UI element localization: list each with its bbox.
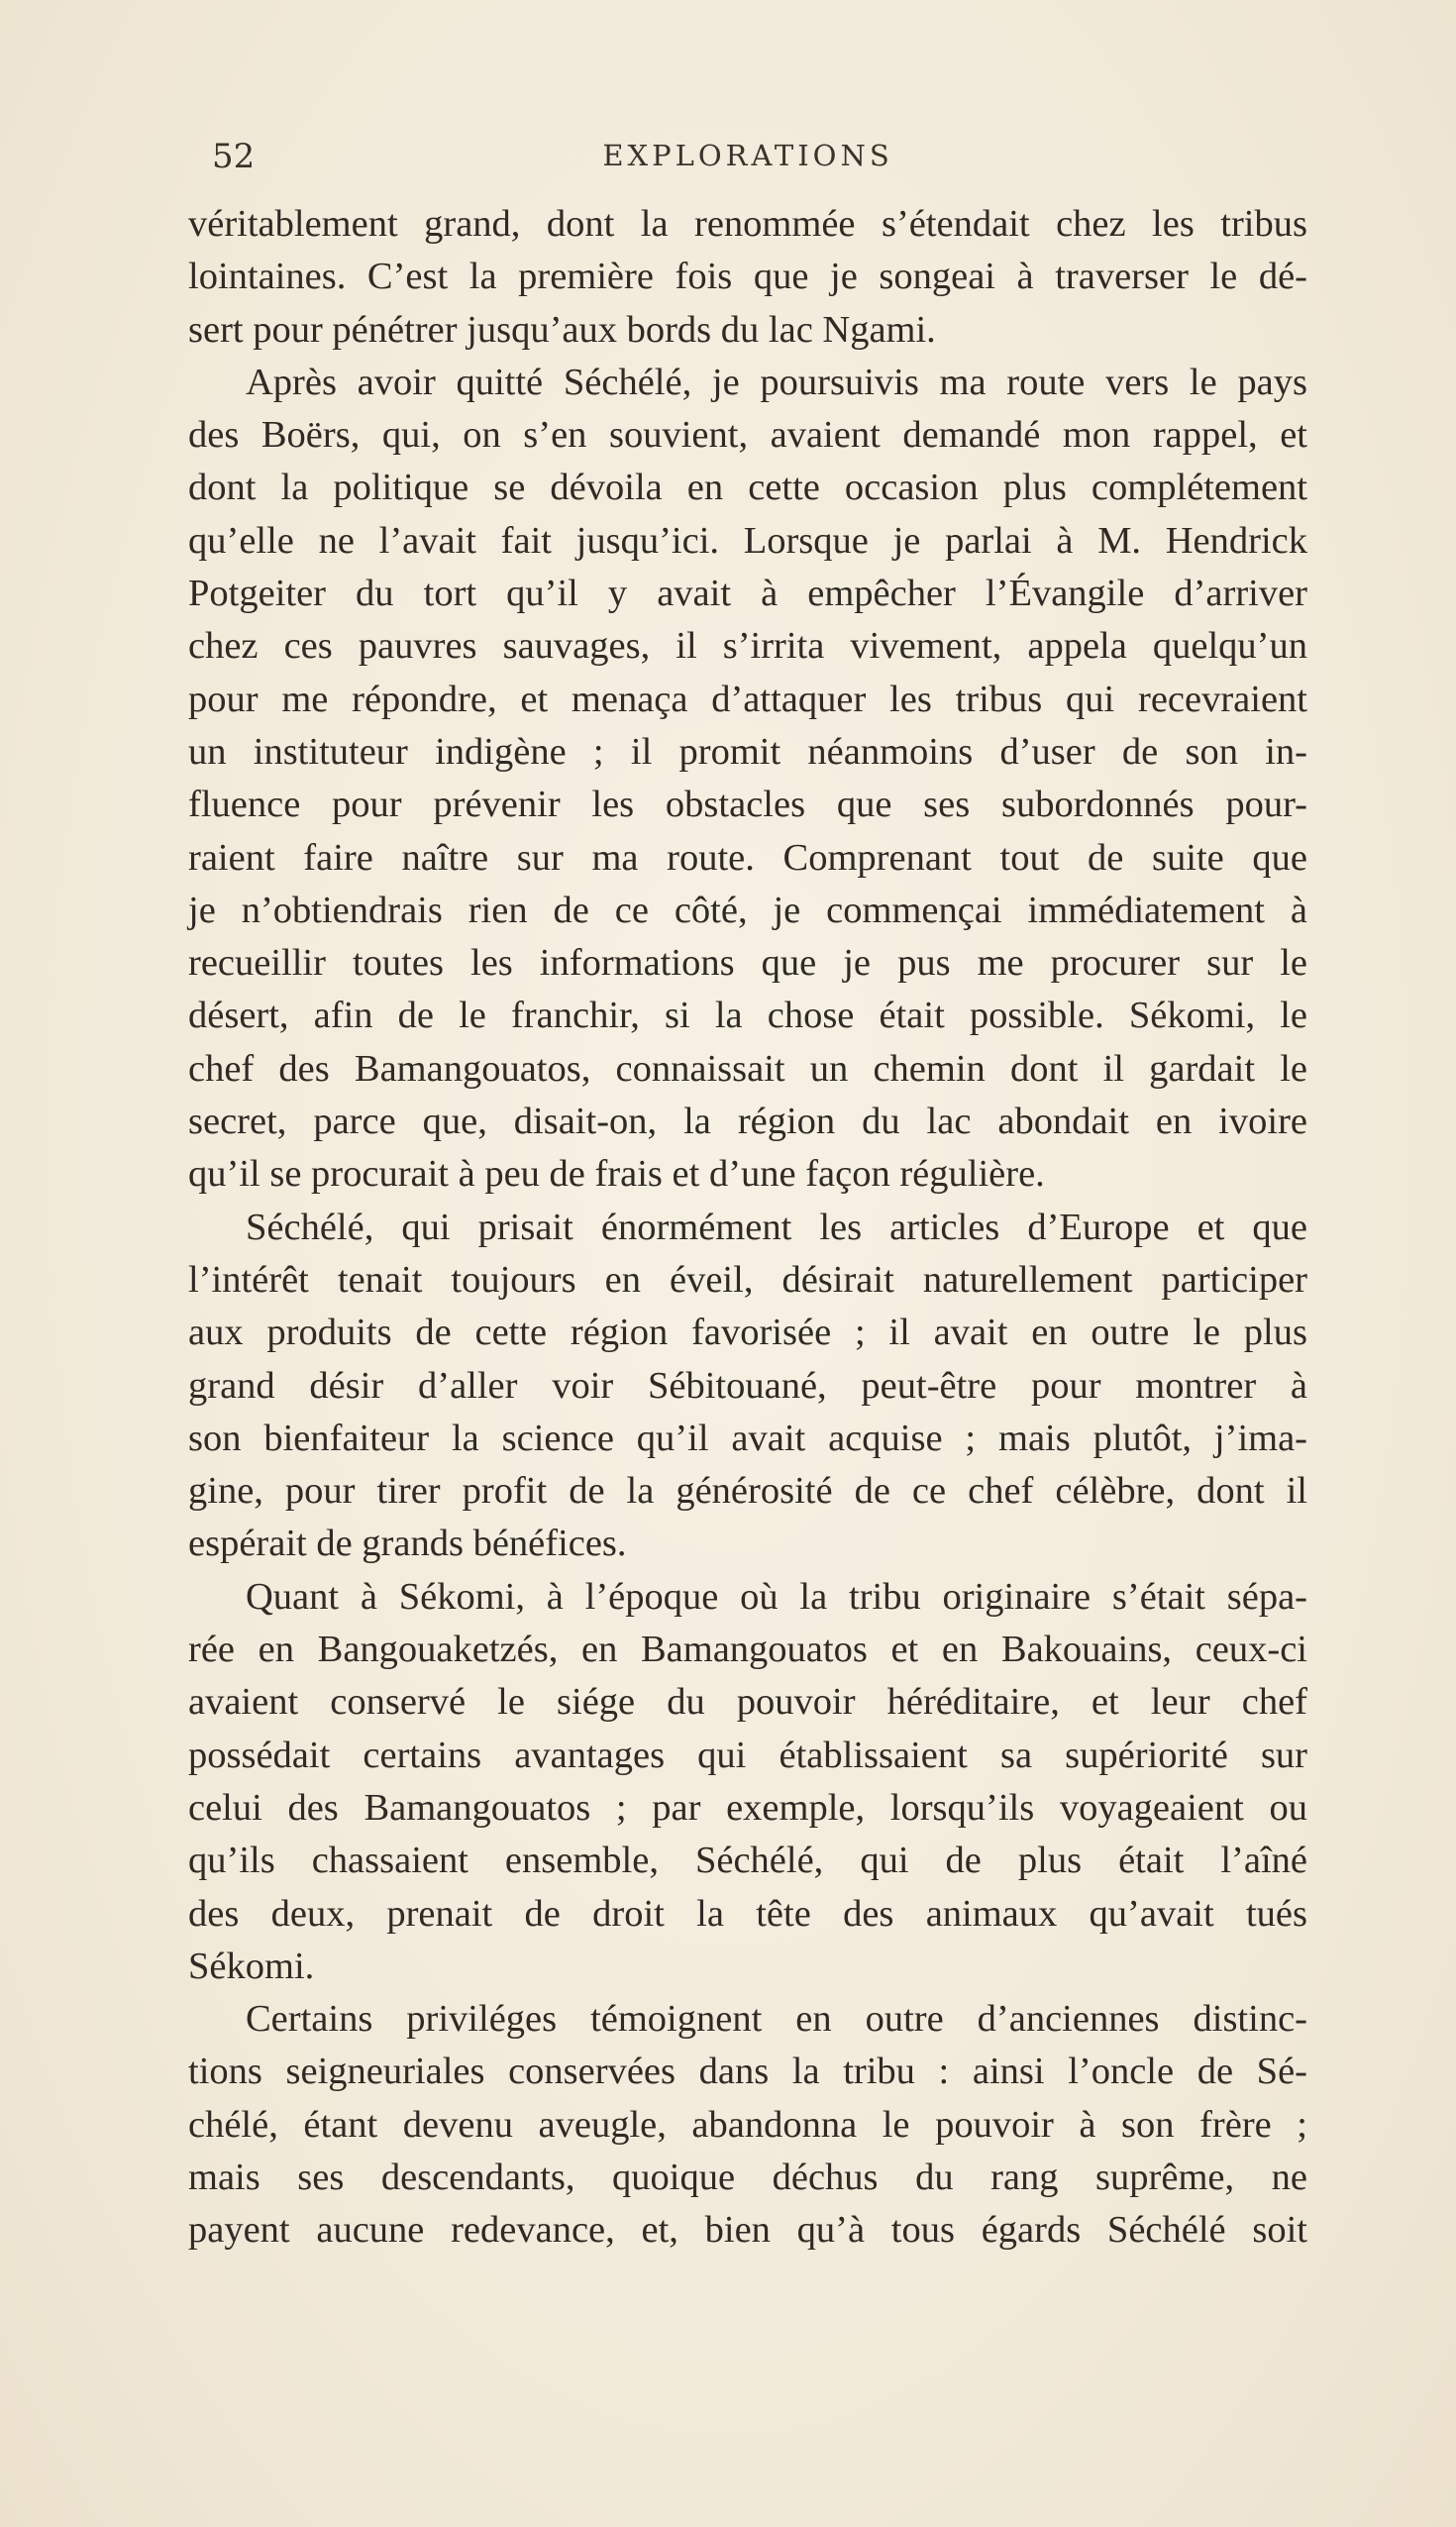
text-line: payent aucune redevance, et, bien qu’à tous égards Séchélé soit <box>188 2209 1307 2252</box>
text-line: Séchélé, qui prisait énormément les articles d’Europe et que <box>246 1206 1307 1248</box>
text-line: fluence pour prévenir les obstacles que ses subordonnés pour- <box>188 784 1307 826</box>
paragraph <box>188 1993 1307 2257</box>
text-line: des Boërs, qui, on s’en souvient, avaient demandé mon rappel, et <box>188 414 1307 457</box>
paragraph <box>188 357 1307 1202</box>
text-line: dont la politique se dévoila en cette occasion plus complétement <box>188 467 1307 509</box>
text-line: l’intérêt tenait toujours en éveil, désirait naturellement participer <box>188 1258 1307 1301</box>
text-line: Après avoir quitté Séchélé, je poursuivis ma route vers le pays <box>246 361 1307 403</box>
text-line: qu’il se procurait à peu de frais et d’une façon régulière. <box>188 1153 1045 1196</box>
paragraph <box>188 1571 1307 1993</box>
text-line: espérait de grands bénéfices. <box>188 1523 627 1565</box>
text-line: des deux, prenait de droit la tête des animaux qu’avait tués <box>188 1892 1307 1935</box>
text-line: Quant à Sékomi, à l’époque où la tribu originaire s’était sépa- <box>246 1575 1307 1618</box>
text-line: véritablement grand, dont la renommée s’étendait chez les tribus <box>188 203 1307 245</box>
page-number: 52 <box>212 137 256 176</box>
text-line: chef des Bamangouatos, connaissait un chemin dont il gardait le <box>188 1047 1307 1090</box>
text-line: aux produits de cette région favorisée ; il avait en outre le plus <box>188 1312 1307 1354</box>
text-line: gine, pour tirer profit de la générosité de ce chef célèbre, dont il <box>188 1470 1307 1513</box>
text-line: celui des Bamangouatos ; par exemple, lorsqu’ils voyageaient ou <box>188 1786 1307 1829</box>
text-line: Sékomi. <box>188 1945 315 1987</box>
paragraph <box>188 198 1307 357</box>
text-line: qu’ils chassaient ensemble, Séchélé, qui de plus était l’aîné <box>188 1840 1307 1882</box>
text-line: avaient conservé le siége du pouvoir héréditaire, et leur chef <box>188 1681 1307 1724</box>
text-line: secret, parce que, disait-on, la région du lac abondait en ivoire <box>188 1101 1307 1143</box>
text-line: chélé, étant devenu aveugle, abandonna le pouvoir à son frère ; <box>188 2103 1307 2146</box>
text-line: pour me répondre, et menaça d’attaquer les tribus qui recevraient <box>188 678 1307 720</box>
text-line: Certains priviléges témoignent en outre d’anciennes distinc- <box>246 1998 1307 2041</box>
text-line: sert pour pénétrer jusqu’aux bords du lac Ngami. <box>188 308 936 351</box>
text-line: lointaines. C’est la première fois que je songeai à traverser le dé- <box>188 256 1307 298</box>
text-line: tions seigneuriales conservées dans la tribu : ainsi l’oncle de Sé- <box>188 2051 1307 2093</box>
text-line: un instituteur indigène ; il promit néanmoins d’user de son in- <box>188 730 1307 773</box>
text-line: possédait certains avantages qui établissaient sa supériorité sur <box>188 1734 1307 1776</box>
text-line: recueillir toutes les informations que je pus me procurer sur le <box>188 942 1307 985</box>
text-line: son bienfaiteur la science qu’il avait acquise ; mais plutôt, j’ima- <box>188 1417 1307 1459</box>
text-line: désert, afin de le franchir, si la chose était possible. Sékomi, le <box>188 995 1307 1037</box>
text-line: chez ces pauvres sauvages, il s’irrita vivement, appela quelqu’un <box>188 625 1307 668</box>
page-header <box>188 137 1307 186</box>
text-line: mais ses descendants, quoique déchus du rang suprême, ne <box>188 2156 1307 2198</box>
text-line: je n’obtiendrais rien de ce côté, je commençai immédiatement à <box>188 889 1307 931</box>
text-line: grand désir d’aller voir Sébitouané, peut-être pour montrer à <box>188 1364 1307 1407</box>
body-text <box>188 198 1307 2258</box>
paragraph <box>188 1202 1307 1571</box>
text-line: rée en Bangouaketzés, en Bamangouatos et en Bakouains, ceux-ci <box>188 1629 1307 1671</box>
running-title: EXPLORATIONS <box>602 139 893 172</box>
text-line: qu’elle ne l’avait fait jusqu’ici. Lorsque je parlai à M. Hendrick <box>188 519 1307 562</box>
text-line: raient faire naître sur ma route. Comprenant tout de suite que <box>188 836 1307 879</box>
text-line: Potgeiter du tort qu’il y avait à empêcher l’Évangile d’arriver <box>188 573 1307 615</box>
